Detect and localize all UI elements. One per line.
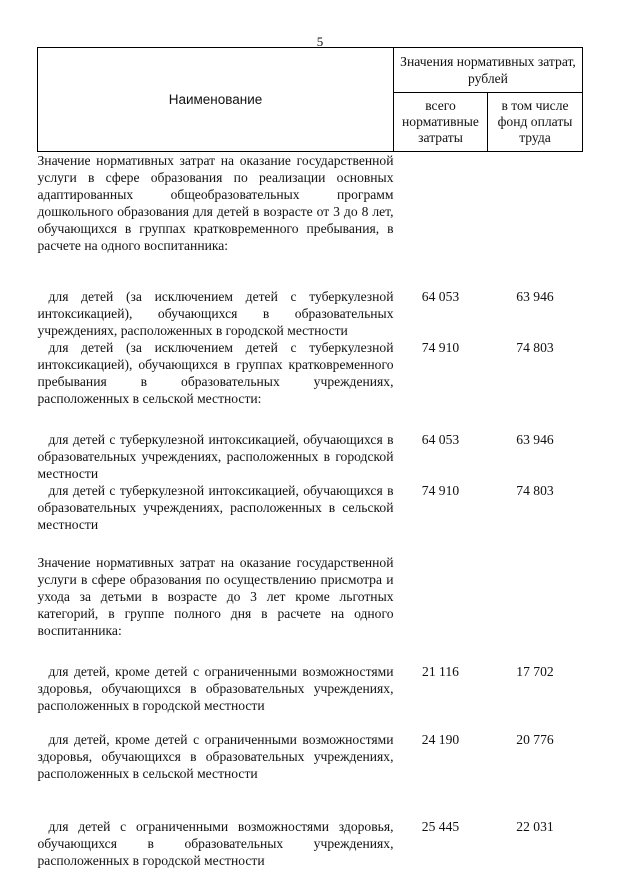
header-row <box>38 48 583 93</box>
row-name: для детей с ограниченными возможностями здоровья, обучающихся в образовательных учреждениях, расположенных в городской местности <box>37 818 394 868</box>
norms-table <box>37 47 583 869</box>
row-total: 21 116 <box>422 663 459 679</box>
row-wage: 74 803 <box>516 482 554 498</box>
row-wage <box>488 152 583 288</box>
row-name: Значение нормативных затрат на оказание государственной услуги в сфере образования по осуществлению присмотра и ухода за детьми в возрасте до 3 лет кроме льготных категорий, в группе полного дня в расчете на одного воспитанника: <box>37 554 394 638</box>
row-wage: 74 803 <box>516 339 554 355</box>
table-row <box>38 663 583 731</box>
table-row <box>38 339 583 431</box>
row-total: 24 190 <box>421 731 460 747</box>
row-wage: 22 031 <box>516 818 554 834</box>
table-row <box>38 731 583 818</box>
row-name: для детей, кроме детей с ограниченными возможностями здоровья, обучающихся в образовательных учреждениях, расположенных в сельской местности <box>37 731 394 781</box>
row-total <box>394 152 488 288</box>
section-row <box>38 554 583 663</box>
table-row <box>38 818 583 869</box>
row-name: для детей с туберкулезной интоксикацией, обучающихся в образовательных учреждениях, расположенных в городской местности <box>37 431 394 481</box>
row-total: 25 445 <box>421 818 460 834</box>
row-total <box>394 554 488 663</box>
values-group-header: Значения нормативных затрат, рублей <box>394 48 583 93</box>
row-name: Значение нормативных затрат на оказание государственной услуги в сфере образования по реализации основных адаптированных общеобразовательных программ дошкольного образования для детей в возрасте от 3 до 8 лет, обучающихся в группах кратковременного пребывания, в расчете на одного воспитанника: <box>37 153 394 253</box>
table-row <box>38 431 583 482</box>
row-wage: 63 946 <box>516 288 554 304</box>
total-column-header: всего нормативные затраты <box>394 93 488 152</box>
row-name: для детей (за исключением детей с туберкулезной интоксикацией), обучающихся в образовательных учреждениях, расположенных в городской местности <box>37 288 394 338</box>
row-wage: 17 702 <box>516 663 554 679</box>
section-row <box>38 152 583 288</box>
table-row <box>38 288 583 339</box>
page-number: 5 <box>316 34 324 49</box>
row-total: 74 910 <box>421 339 460 355</box>
row-wage <box>488 554 583 663</box>
row-name: для детей с туберкулезной интоксикацией, обучающихся в образовательных учреждениях, расположенных в сельской местности <box>37 482 394 532</box>
row-name: для детей, кроме детей с ограниченными возможностями здоровья, обучающихся в образовательных учреждениях, расположенных в городской местности <box>37 663 394 713</box>
name-column-header: Наименование <box>38 48 394 152</box>
row-total: 74 910 <box>421 482 460 498</box>
row-total: 64 053 <box>421 431 460 447</box>
row-name: для детей (за исключением детей с туберкулезной интоксикацией), обучающихся в группах кратковременного пребывания в образовательных учреждениях, расположенных в сельской местности: <box>37 339 394 406</box>
row-total: 64 053 <box>421 288 460 304</box>
row-wage: 63 946 <box>516 431 554 447</box>
table-row <box>38 482 583 554</box>
wage-fund-column-header: в том числе фонд оплаты труда <box>488 93 583 152</box>
row-wage: 20 776 <box>516 731 554 747</box>
